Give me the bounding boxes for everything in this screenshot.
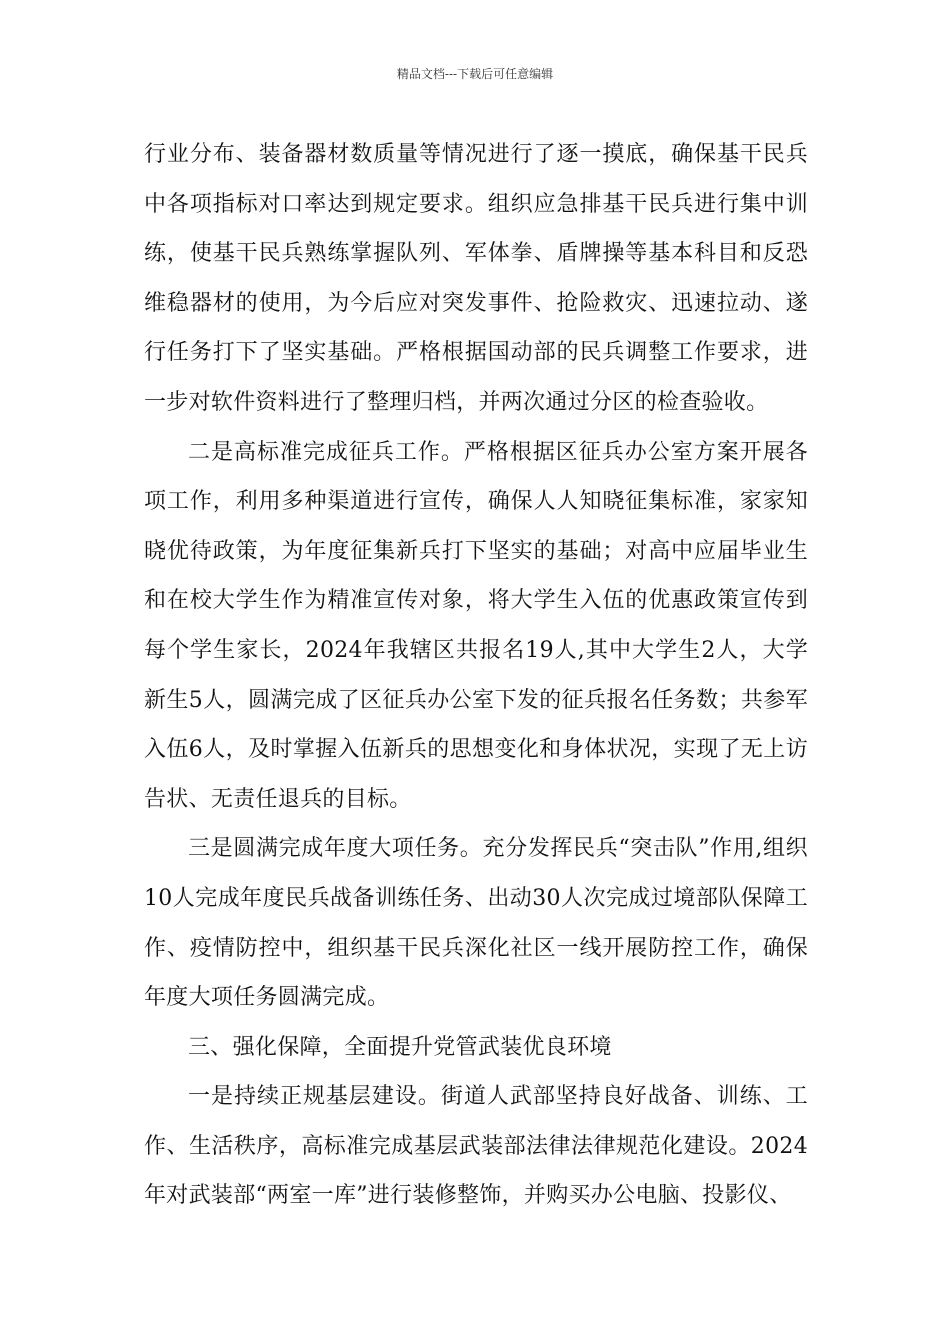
page-header: 精品文档---下载后可任意编辑 <box>396 67 554 81</box>
paragraph-militia-survey: 行业分布、装备器材数质量等情况进行了逐一摸底，确保基干民兵中各项指标对口率达到规定要求。组织应急排基干民兵进行集中训练，使基干民兵熟练掌握队列、军体拳、盾牌操等基本科目和反恐维稳器材的使用，为今后应对突发事件、抢险救灾、迅速拉动、遂行任务打下了坚实基础。严格根据国动部的民兵调整工作要求，进一步对软件资料进行了整理归档，并两次通过分区的检查验收。 <box>144 142 808 415</box>
paragraph-conscription: 二是高标准完成征兵工作。严格根据区征兵办公室方案开展各项工作，利用多种渠道进行宣传，确保人人知晓征集标准，家家知晓优待政策，为年度征集新兵打下坚实的基础；对高中应届毕业生和在校大学生作为精准宣传对象，将大学生入伍的优惠政策宣传到每个学生家长，2024年我辖区共报名19人,其中大学生2人，大学新生5人，圆满完成了区征兵办公室下发的征兵报名任务数；共参军入伍6人，及时掌握入伍新兵的思想变化和身体状况，实现了无上访告状、无责任退兵的目标。 <box>144 439 808 812</box>
document-body <box>144 130 808 1221</box>
paragraph-grassroots-construction: 一是持续正规基层建设。街道人武部坚持良好战备、训练、工作、生活秩序，高标准完成基层武装部法律法律规范化建设。2024年对武装部“两室一库”进行装修整饰，并购买办公电脑、投影仪、 <box>144 1084 808 1209</box>
paragraph-annual-tasks: 三是圆满完成年度大项任务。充分发挥民兵“突击队”作用,组织10人完成年度民兵战备训练任务、出动30人次完成过境部队保障工作、疫情防控中，组织基干民兵深化社区一线开展防控工作，确保年度大项任务圆满完成。 <box>144 836 808 1011</box>
section-heading-guarantee: 三、强化保障，全面提升党管武装优良环境 <box>188 1034 612 1060</box>
